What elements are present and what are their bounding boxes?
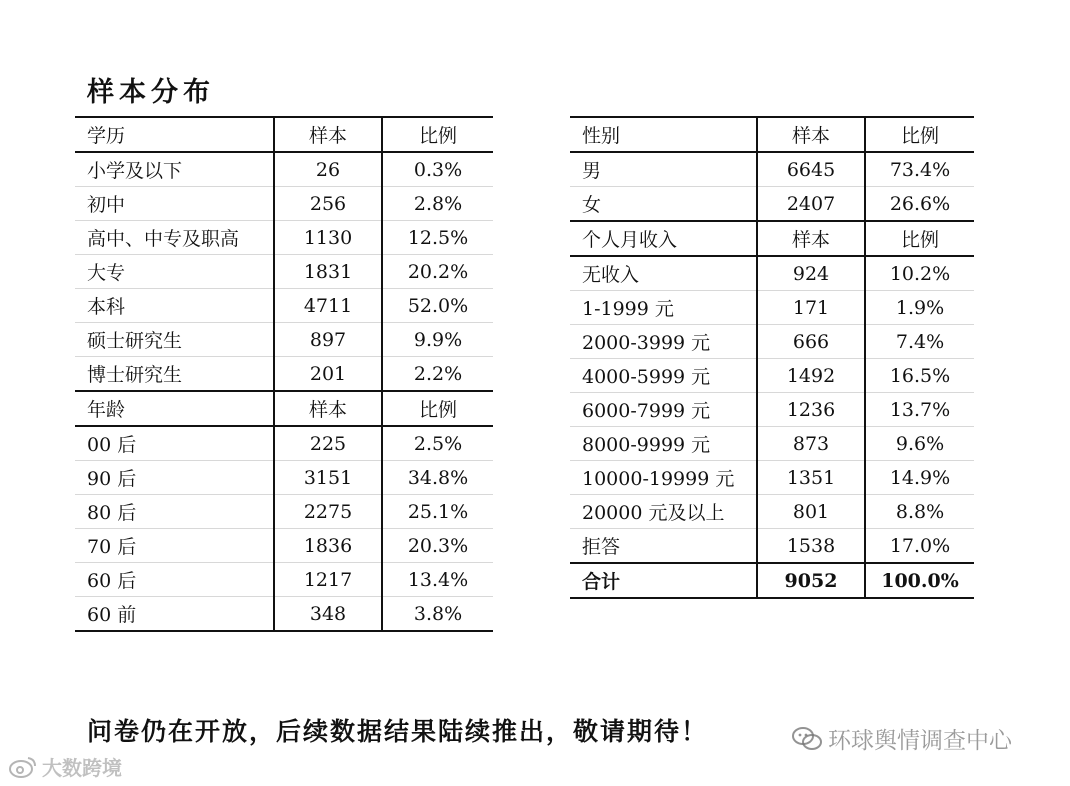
table-row	[570, 393, 974, 427]
table-header-row	[75, 117, 493, 152]
table-row	[75, 495, 493, 529]
sample-count: 4711	[274, 289, 382, 323]
row-label: 合计	[570, 563, 757, 598]
sample-count: 样本	[757, 221, 865, 256]
table-header-row	[570, 117, 974, 152]
sample-count: 1130	[274, 221, 382, 255]
sample-count: 225	[274, 426, 382, 461]
sample-count: 26	[274, 152, 382, 187]
table-row	[570, 187, 974, 222]
table-row	[75, 187, 493, 221]
percentage: 14.9%	[865, 461, 974, 495]
sample-count: 6645	[757, 152, 865, 187]
row-label: 00 后	[75, 426, 274, 461]
sample-count: 1351	[757, 461, 865, 495]
sample-count: 3151	[274, 461, 382, 495]
table-row	[75, 357, 493, 392]
table-row	[75, 597, 493, 632]
sample-count: 2407	[757, 187, 865, 222]
percentage: 10.2%	[865, 256, 974, 291]
watermark-weibo	[8, 752, 122, 781]
sample-count: 9052	[757, 563, 865, 598]
row-label: 硕士研究生	[75, 323, 274, 357]
percentage: 73.4%	[865, 152, 974, 187]
table-row	[570, 461, 974, 495]
row-label: 60 后	[75, 563, 274, 597]
table-row	[570, 427, 974, 461]
row-label: 博士研究生	[75, 357, 274, 392]
sample-count: 873	[757, 427, 865, 461]
table-row	[570, 529, 974, 564]
table-row	[75, 289, 493, 323]
row-label: 20000 元及以上	[570, 495, 757, 529]
education-age-table	[75, 116, 493, 632]
table-total-row	[570, 563, 974, 598]
row-label: 70 后	[75, 529, 274, 563]
percentage: 比例	[865, 117, 974, 152]
percentage: 20.3%	[382, 529, 493, 563]
row-label: 学历	[75, 117, 274, 152]
row-label: 8000-9999 元	[570, 427, 757, 461]
row-label: 大专	[75, 255, 274, 289]
watermark-wechat-text: 环球舆情调查中心	[828, 728, 1012, 754]
row-label: 年龄	[75, 391, 274, 426]
sample-count: 666	[757, 325, 865, 359]
row-label: 本科	[75, 289, 274, 323]
row-label: 1-1999 元	[570, 291, 757, 325]
row-label: 男	[570, 152, 757, 187]
sample-count: 348	[274, 597, 382, 632]
row-label: 10000-19999 元	[570, 461, 757, 495]
percentage: 13.4%	[382, 563, 493, 597]
row-label: 小学及以下	[75, 152, 274, 187]
row-label: 女	[570, 187, 757, 222]
table-row	[75, 529, 493, 563]
percentage: 25.1%	[382, 495, 493, 529]
percentage: 7.4%	[865, 325, 974, 359]
row-label: 性别	[570, 117, 757, 152]
table-row	[570, 495, 974, 529]
percentage: 34.8%	[382, 461, 493, 495]
row-label: 2000-3999 元	[570, 325, 757, 359]
table-row	[75, 255, 493, 289]
table-row	[570, 325, 974, 359]
percentage: 9.6%	[865, 427, 974, 461]
sample-count: 1217	[274, 563, 382, 597]
row-label: 60 前	[75, 597, 274, 632]
percentage: 20.2%	[382, 255, 493, 289]
percentage: 比例	[382, 117, 493, 152]
sample-count: 样本	[757, 117, 865, 152]
sample-count: 样本	[274, 391, 382, 426]
row-label: 无收入	[570, 256, 757, 291]
table-row	[570, 152, 974, 187]
wechat-icon	[792, 726, 822, 752]
percentage: 2.2%	[382, 357, 493, 392]
row-label: 6000-7999 元	[570, 393, 757, 427]
row-label: 80 后	[75, 495, 274, 529]
percentage: 比例	[865, 221, 974, 256]
sample-count: 1538	[757, 529, 865, 564]
row-label: 高中、中专及职高	[75, 221, 274, 255]
gender-income-table	[570, 116, 974, 599]
sample-count: 1236	[757, 393, 865, 427]
percentage: 16.5%	[865, 359, 974, 393]
table-row	[570, 359, 974, 393]
sample-count: 1831	[274, 255, 382, 289]
table-row	[75, 461, 493, 495]
sample-count: 样本	[274, 117, 382, 152]
table-section-header-row	[570, 221, 974, 256]
table-row	[570, 256, 974, 291]
table-row	[570, 291, 974, 325]
percentage: 0.3%	[382, 152, 493, 187]
sample-count: 897	[274, 323, 382, 357]
row-label: 个人月收入	[570, 221, 757, 256]
watermark-weibo-text: 大数跨境	[42, 756, 122, 780]
sample-count: 801	[757, 495, 865, 529]
page-title: 样本分布	[87, 77, 215, 108]
percentage: 比例	[382, 391, 493, 426]
percentage: 3.8%	[382, 597, 493, 632]
row-label: 拒答	[570, 529, 757, 564]
percentage: 26.6%	[865, 187, 974, 222]
sample-count: 1836	[274, 529, 382, 563]
percentage: 1.9%	[865, 291, 974, 325]
row-label: 90 后	[75, 461, 274, 495]
percentage: 9.9%	[382, 323, 493, 357]
percentage: 17.0%	[865, 529, 974, 564]
percentage: 2.8%	[382, 187, 493, 221]
table-row	[75, 563, 493, 597]
table-row	[75, 323, 493, 357]
table-row	[75, 152, 493, 187]
sample-count: 201	[274, 357, 382, 392]
percentage: 12.5%	[382, 221, 493, 255]
sample-count: 1492	[757, 359, 865, 393]
table-section-header-row	[75, 391, 493, 426]
table-row	[75, 426, 493, 461]
weibo-icon	[8, 754, 38, 780]
percentage: 2.5%	[382, 426, 493, 461]
watermark-wechat	[792, 722, 1012, 755]
footer-notice: 问卷仍在开放，后续数据结果陆续推出，敬请期待！	[87, 717, 709, 746]
table-row	[75, 221, 493, 255]
percentage: 52.0%	[382, 289, 493, 323]
row-label: 4000-5999 元	[570, 359, 757, 393]
sample-count: 924	[757, 256, 865, 291]
sample-count: 256	[274, 187, 382, 221]
row-label: 初中	[75, 187, 274, 221]
sample-count: 171	[757, 291, 865, 325]
percentage: 8.8%	[865, 495, 974, 529]
sample-count: 2275	[274, 495, 382, 529]
percentage: 13.7%	[865, 393, 974, 427]
percentage: 100.0%	[865, 563, 974, 598]
